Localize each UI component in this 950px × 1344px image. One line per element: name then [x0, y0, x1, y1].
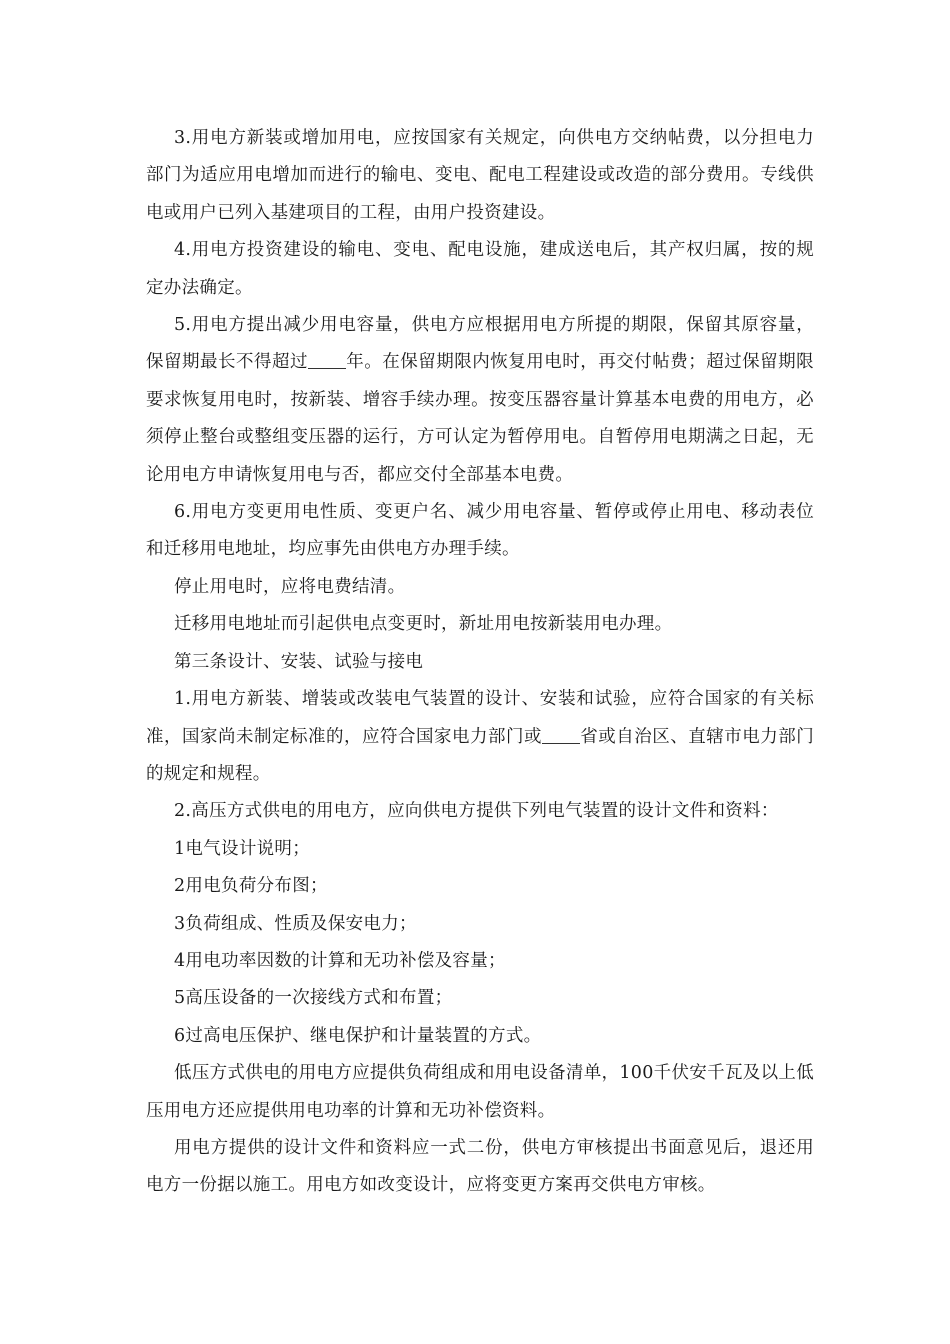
list-item-6: 6过高电压保护、继电保护和计量装置的方式。: [174, 1025, 542, 1046]
paragraph-design-review: 用电方提供的设计文件和资料应一式二份，供电方审核提出书面意见后，退还用电方一份据以施工。用电方如改变设计，应将变更方案再交供电方审核。: [146, 1137, 814, 1196]
design-standards-text-b: 省或自治区、直辖市电力部门的规定和规程。: [146, 726, 814, 784]
document-body: [146, 120, 814, 1205]
list-item-3: 3负荷组成、性质及保安电力；: [174, 913, 417, 934]
paragraph-capacity-reduction: [146, 307, 814, 494]
capacity-reduction-text-a: 5.用电方提出减少用电容量，供电方应根据用电方所提的期限，保留其原容量，保留期最长不得超过: [146, 315, 814, 373]
list-item-2: 2用电负荷分布图；: [174, 876, 328, 897]
list-item-1: 1电气设计说明；: [174, 838, 311, 859]
list-item-5: 5高压设备的一次接线方式和布置；: [174, 988, 453, 1009]
years-blank-field[interactable]: [308, 351, 346, 370]
paragraph-design-standards: [146, 681, 814, 793]
paragraph-property-ownership: 4.用电方投资建设的输电、变电、配电设施，建成送电后，其产权归属，按的规定办法确定。: [146, 240, 814, 298]
paragraph-high-voltage-docs: 2.高压方式供电的用电方，应向供电方提供下列电气装置的设计文件和资料：: [174, 801, 779, 822]
province-blank-field[interactable]: [542, 725, 580, 744]
paragraph-change-procedures: 6.用电方变更用电性质、变更户名、减少用电容量、暂停或停止用电、移动表位和迁移用电地址，均应事先由供电方办理手续。: [146, 502, 814, 560]
list-item-4: 4用电功率因数的计算和无功补偿及容量；: [174, 950, 506, 971]
paragraph-stop-usage: 停止用电时，应将电费结清。: [174, 576, 406, 597]
section-heading-article-3: 第三条设计、安装、试验与接电: [174, 651, 424, 672]
design-standards-text-a: 1.用电方新装、增装或改装电气装置的设计、安装和试验，应符合国家的有关标准，国家尚未制定标准的，应符合国家电力部门或: [146, 689, 814, 747]
paragraph-relocation: 迁移用电地址而引起供电点变更时，新址用电按新装用电办理。: [174, 614, 673, 635]
paragraph-low-voltage: 低压方式供电的用电方应提供负荷组成和用电设备清单，100千伏安千瓦及以上低压用电方还应提供用电功率的计算和无功补偿资料。: [146, 1063, 814, 1121]
paragraph-fee-payment: 3.用电方新装或增加用电，应按国家有关规定，向供电方交纳帖费，以分担电力部门为适应用电增加而进行的输电、变电、配电工程建设或改造的部分费用。专线供电或用户已列入基建项目的工程，由用户投资建设。: [146, 128, 814, 223]
capacity-reduction-text-b: 年。在保留期限内恢复用电时，再交付帖费；超过保留期限要求恢复用电时，按新装、增容手续办理。按变压器容量计算基本电费的用电方，必须停止整台或整组变压器的运行，方可认定为暂停用电。自暂停用电期满之日起，无论用电方申请恢复用电与否，都应交付全部基本电费。: [146, 352, 814, 485]
